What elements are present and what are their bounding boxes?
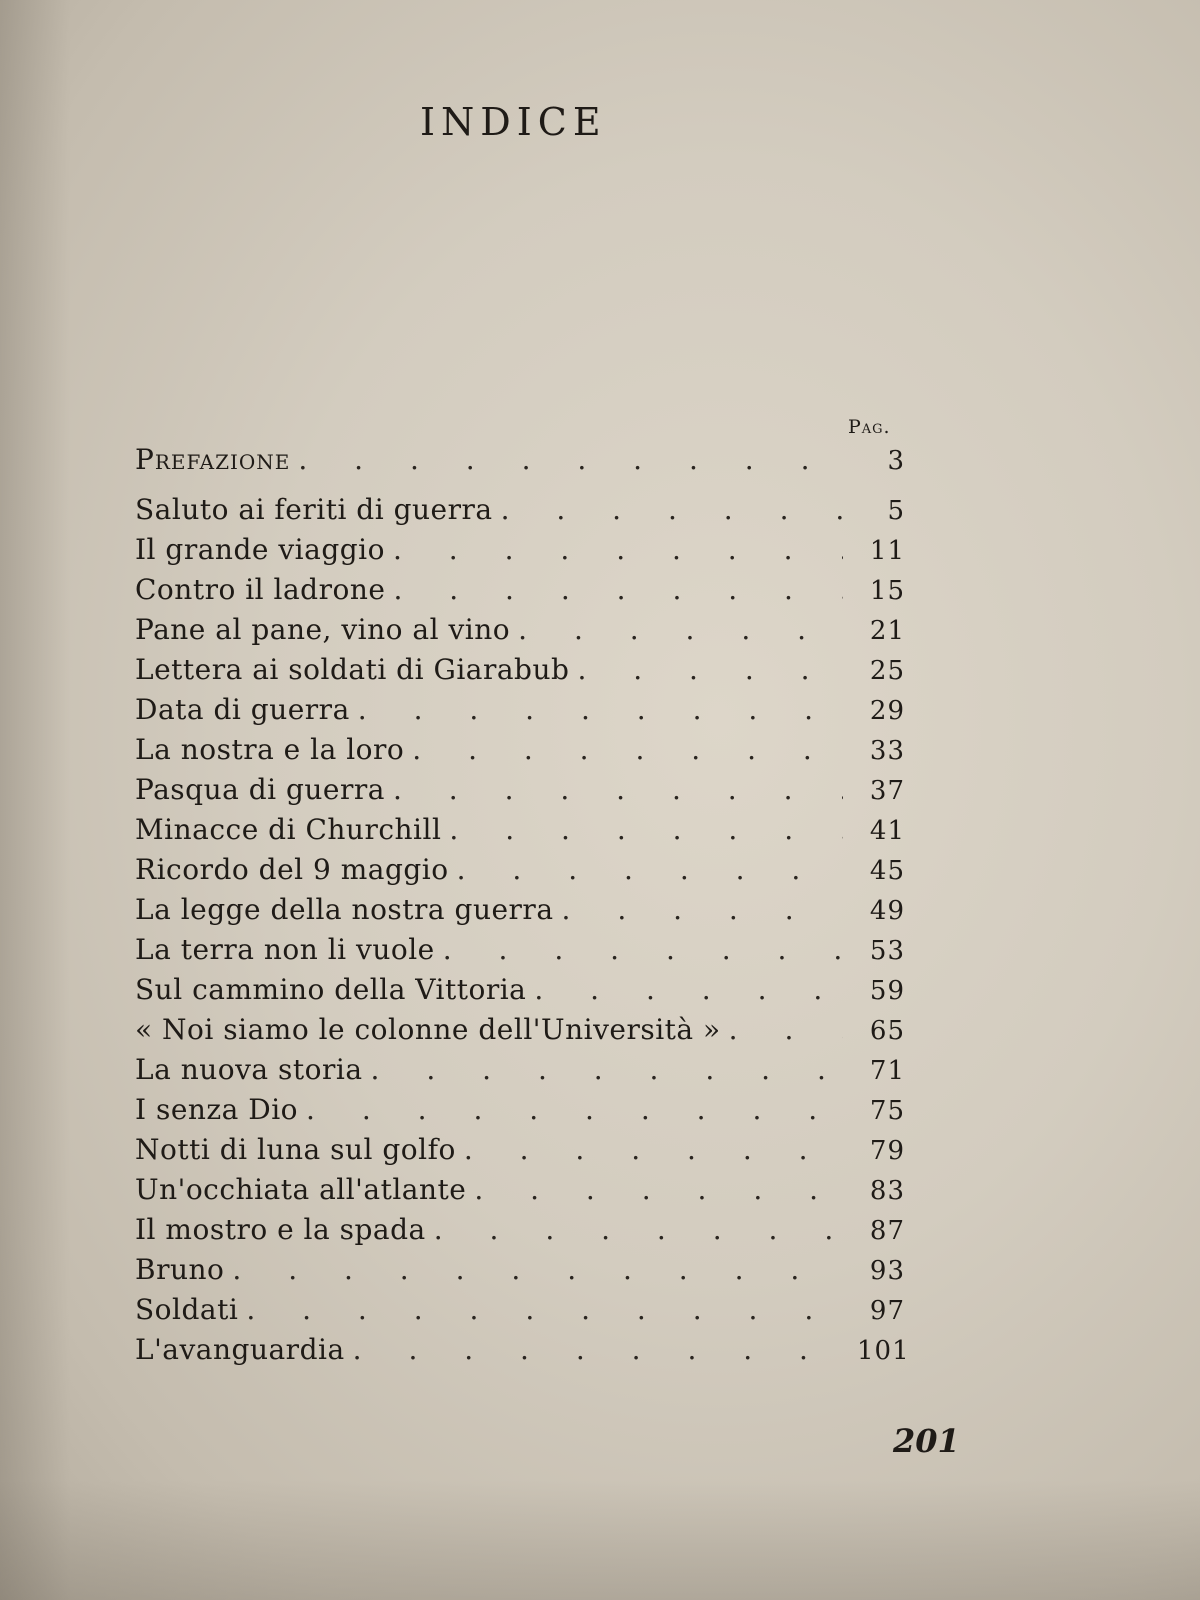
toc-entry	[135, 1010, 905, 1050]
toc-entry	[135, 1090, 905, 1130]
toc-entry	[135, 970, 905, 1010]
toc-entry	[135, 1210, 905, 1250]
dot-leader	[449, 810, 843, 850]
dot-leader	[729, 1010, 843, 1050]
toc-entry-page: 45	[869, 856, 905, 886]
toc-entry-page: 37	[869, 776, 905, 806]
page-number: 201	[893, 1422, 960, 1460]
toc-entry	[135, 440, 905, 490]
toc-entry-title: Pane al pane, vino al vino	[135, 613, 511, 646]
toc-entry	[135, 890, 905, 930]
toc-entry-page: 21	[869, 616, 905, 646]
toc-entry-page: 65	[869, 1016, 905, 1046]
toc-entry	[135, 490, 905, 530]
toc-entry-title: L'avanguardia	[135, 1333, 345, 1366]
toc-entry-page: 33	[869, 736, 905, 766]
toc-entry	[135, 770, 905, 810]
toc-entry	[135, 730, 905, 770]
toc-entry-page: 87	[869, 1216, 905, 1246]
dot-leader	[393, 530, 843, 570]
toc-entry-title: Lettera ai soldati di Giarabub	[135, 653, 570, 686]
toc-entry-title: Notti di luna sul golfo	[135, 1133, 456, 1166]
toc-entry-title: Saluto ai feriti di guerra	[135, 493, 493, 526]
toc-entry-title: Bruno	[135, 1253, 225, 1286]
toc-entry-page: 15	[869, 576, 905, 606]
toc-entry	[135, 610, 905, 650]
dot-leader	[232, 1250, 843, 1290]
toc-entry-page: 41	[869, 816, 905, 846]
table-of-contents	[135, 440, 910, 1370]
toc-entry-title: Il grande viaggio	[135, 533, 385, 566]
dot-leader	[577, 650, 843, 690]
dot-leader	[353, 1330, 843, 1370]
toc-entry-page: 53	[869, 936, 905, 966]
toc-entry-page: 93	[869, 1256, 905, 1286]
dot-leader	[306, 1090, 843, 1130]
toc-entry-page: 5	[887, 496, 905, 526]
dot-leader	[298, 440, 843, 480]
dot-leader	[443, 930, 843, 970]
dot-leader	[246, 1290, 843, 1330]
toc-entry-title: Sul cammino della Vittoria	[135, 973, 527, 1006]
toc-entry-page: 25	[869, 656, 905, 686]
toc-entry	[135, 1130, 905, 1170]
toc-entry-title: Un'occhiata all'atlante	[135, 1173, 467, 1206]
dot-leader	[562, 890, 843, 930]
toc-entry	[135, 570, 905, 610]
dot-leader	[518, 610, 843, 650]
dot-leader	[534, 970, 843, 1010]
toc-entry-page: 29	[869, 696, 905, 726]
toc-entry	[135, 1290, 905, 1330]
page-shadow-bottom	[0, 1480, 1200, 1600]
toc-entry-title: Prefazione	[135, 443, 291, 476]
dot-leader	[393, 770, 843, 810]
toc-entry-title: La nostra e la loro	[135, 733, 405, 766]
dot-leader	[393, 570, 843, 610]
toc-entry-page: 11	[869, 536, 905, 566]
page-shadow-left	[0, 0, 70, 1600]
toc-entry-page: 71	[869, 1056, 905, 1086]
toc-entry-title: Minacce di Churchill	[135, 813, 442, 846]
toc-entry-title: Contro il ladrone	[135, 573, 386, 606]
toc-entry-page: 49	[869, 896, 905, 926]
dot-leader	[412, 730, 843, 770]
dot-leader	[464, 1130, 843, 1170]
toc-entry-page: 97	[869, 1296, 905, 1326]
toc-entry-title: La legge della nostra guerra	[135, 893, 554, 926]
toc-entry-title: « Noi siamo le colonne dell'Università »	[135, 1013, 721, 1046]
dot-leader	[371, 1050, 843, 1090]
toc-entry	[135, 1170, 905, 1210]
toc-entry-page: 79	[869, 1136, 905, 1166]
toc-entry-page: 101	[857, 1336, 910, 1366]
page-column-label: Pag.	[848, 416, 891, 438]
toc-entry-title: La terra non li vuole	[135, 933, 435, 966]
toc-entry	[135, 1330, 910, 1370]
dot-leader	[457, 850, 843, 890]
toc-entry	[135, 1250, 905, 1290]
dot-leader	[358, 690, 843, 730]
toc-entry-title: I senza Dio	[135, 1093, 299, 1126]
toc-entry	[135, 810, 905, 850]
toc-entry-page: 83	[869, 1176, 905, 1206]
toc-entry	[135, 650, 905, 690]
toc-entry-title: Soldati	[135, 1293, 239, 1326]
toc-entry	[135, 930, 905, 970]
toc-entry	[135, 530, 905, 570]
dot-leader	[474, 1170, 843, 1210]
toc-entry	[135, 850, 905, 890]
dot-leader	[434, 1210, 843, 1250]
toc-entry-title: Data di guerra	[135, 693, 350, 726]
toc-entry-page: 75	[869, 1096, 905, 1126]
dot-leader	[501, 490, 843, 530]
toc-entry-page: 3	[887, 446, 905, 476]
toc-entry-page: 59	[869, 976, 905, 1006]
toc-entry-title: Il mostro e la spada	[135, 1213, 426, 1246]
toc-entry-title: Ricordo del 9 maggio	[135, 853, 449, 886]
toc-entry-title: La nuova storia	[135, 1053, 363, 1086]
toc-entry	[135, 690, 905, 730]
page-title: INDICE	[420, 100, 607, 144]
toc-entry-title: Pasqua di guerra	[135, 773, 385, 806]
toc-entry	[135, 1050, 905, 1090]
